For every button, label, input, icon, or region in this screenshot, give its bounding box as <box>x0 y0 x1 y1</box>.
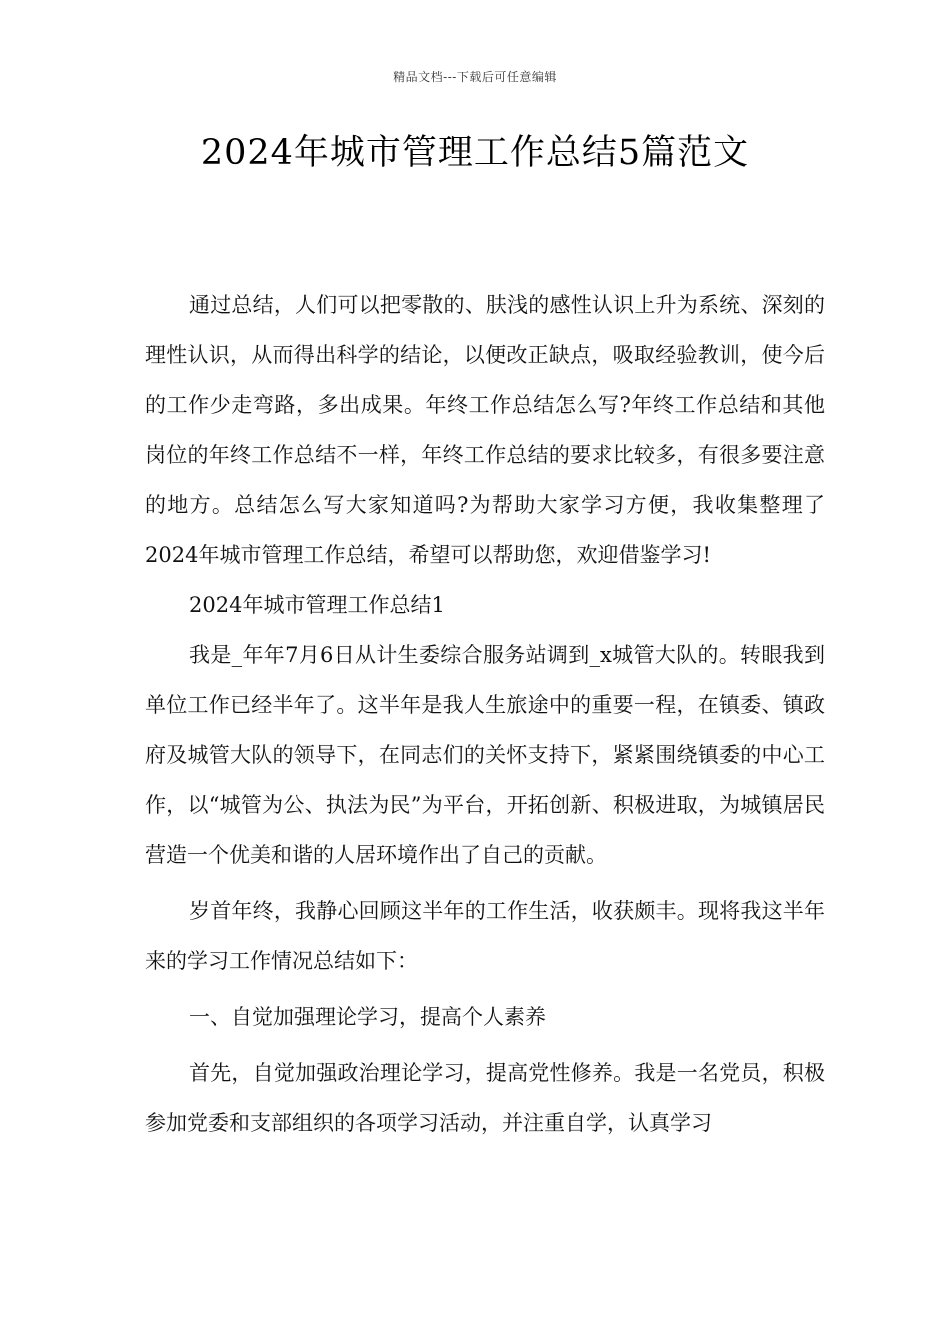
body-paragraph: 岁首年终，我静心回顾这半年的工作生活，收获颇丰。现将我这半年来的学习工作情况总结如下： <box>145 899 825 973</box>
document-title: 2024年城市管理工作总结5篇范文 <box>200 133 750 173</box>
subsection-heading: 一、自觉加强理论学习，提高个人素养 <box>189 1005 546 1029</box>
body-paragraph: 首先，自觉加强政治理论学习，提高党性修养。我是一名党员，积极参加党委和支部组织的各项学习活动，并注重自学，认真学习 <box>145 1061 825 1135</box>
document-body <box>145 280 825 1148</box>
body-paragraph: 我是_年年7月6日从计生委综合服务站调到_x城管大队的。转眼我到单位工作已经半年了。这半年是我人生旅途中的重要一程，在镇委、镇政府及城管大队的领导下，在同志们的关怀支持下，紧紧围绕镇委的中心工作，以“城管为公、执法为民”为平台，开拓创新、积极进取，为城镇居民营造一个优美和谐的人居环境作出了自己的贡献。 <box>145 643 825 867</box>
intro-paragraph: 通过总结，人们可以把零散的、肤浅的感性认识上升为系统、深刻的理性认识，从而得出科学的结论，以便改正缺点，吸取经验教训，使今后的工作少走弯路，多出成果。年终工作总结怎么写?年终工作总结和其他岗位的年终工作总结不一样，年终工作总结的要求比较多，有很多要注意的地方。总结怎么写大家知道吗?为帮助大家学习方便，我收集整理了2024年城市管理工作总结，希望可以帮助您，欢迎借鉴学习! <box>145 293 825 567</box>
section-heading: 2024年城市管理工作总结1 <box>189 593 445 617</box>
header-note: 精品文档---下载后可任意编辑 <box>393 70 557 84</box>
